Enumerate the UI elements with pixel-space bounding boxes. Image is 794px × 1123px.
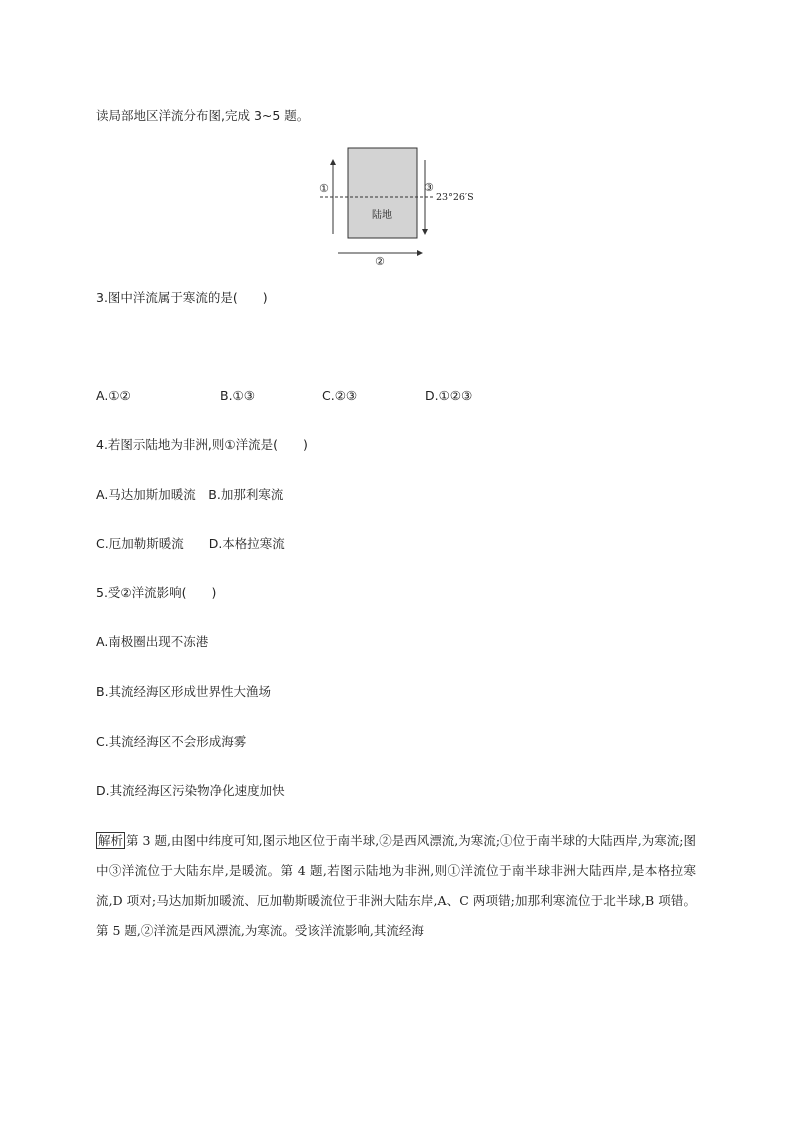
q3-option-b: B.①③ [220,388,255,403]
q3-option-d: D.①②③ [425,388,473,403]
q3-option-a: A.①② [96,388,131,403]
q5-option-d: D.其流经海区污染物净化速度加快 [96,783,285,798]
analysis-tag: 解析 [98,833,124,848]
analysis-text: 第 3 题,由图中纬度可知,图示地区位于南半球,②是西风漂流,为寒流;①位于南半球的大陆西岸,为寒流;图中③洋流位于大陆东岸,是暖流。第 4 题,若图示陆地为非洲,则①洋流位于南半球非洲大陆西岸,是本格拉寒流,D 项对;马达加斯加暖流、厄加勒斯暖流位于非洲大陆东岸,A、C 两项错;加那利寒流位于北半球,B 项错。第 5 题,②洋流是西风漂流,为寒流。受该洋流影响,其流经海 [96,833,696,938]
latitude-label: 23°26′S [436,192,474,203]
q5-option-b: B.其流经海区形成世界性大渔场 [96,684,272,699]
land-block [348,148,417,238]
q3-stem: 3.图中洋流属于寒流的是( ) [96,290,268,305]
current-3-label: ③ [424,181,434,194]
q5-option-a: A.南极圈出现不冻港 [96,634,209,649]
q4-options-row2: C.厄加勒斯暖流 D.本格拉寒流 [96,536,285,551]
q3-option-c: C.②③ [322,388,358,403]
current-1-label: ① [319,182,329,195]
q4-options-row1: A.马达加斯加暖流 B.加那利寒流 [96,487,284,502]
current-2-label: ② [375,255,385,268]
intro-text: 读局部地区洋流分布图,完成 3~5 题。 [96,108,310,123]
q5-option-c: C.其流经海区不会形成海雾 [96,734,247,749]
ocean-current-figure [316,140,486,268]
land-label: 陆地 [372,210,392,221]
q4-stem: 4.若图示陆地为非洲,则①洋流是( ) [96,437,308,452]
q5-stem: 5.受②洋流影响( ) [96,585,217,600]
analysis-block [96,826,696,946]
